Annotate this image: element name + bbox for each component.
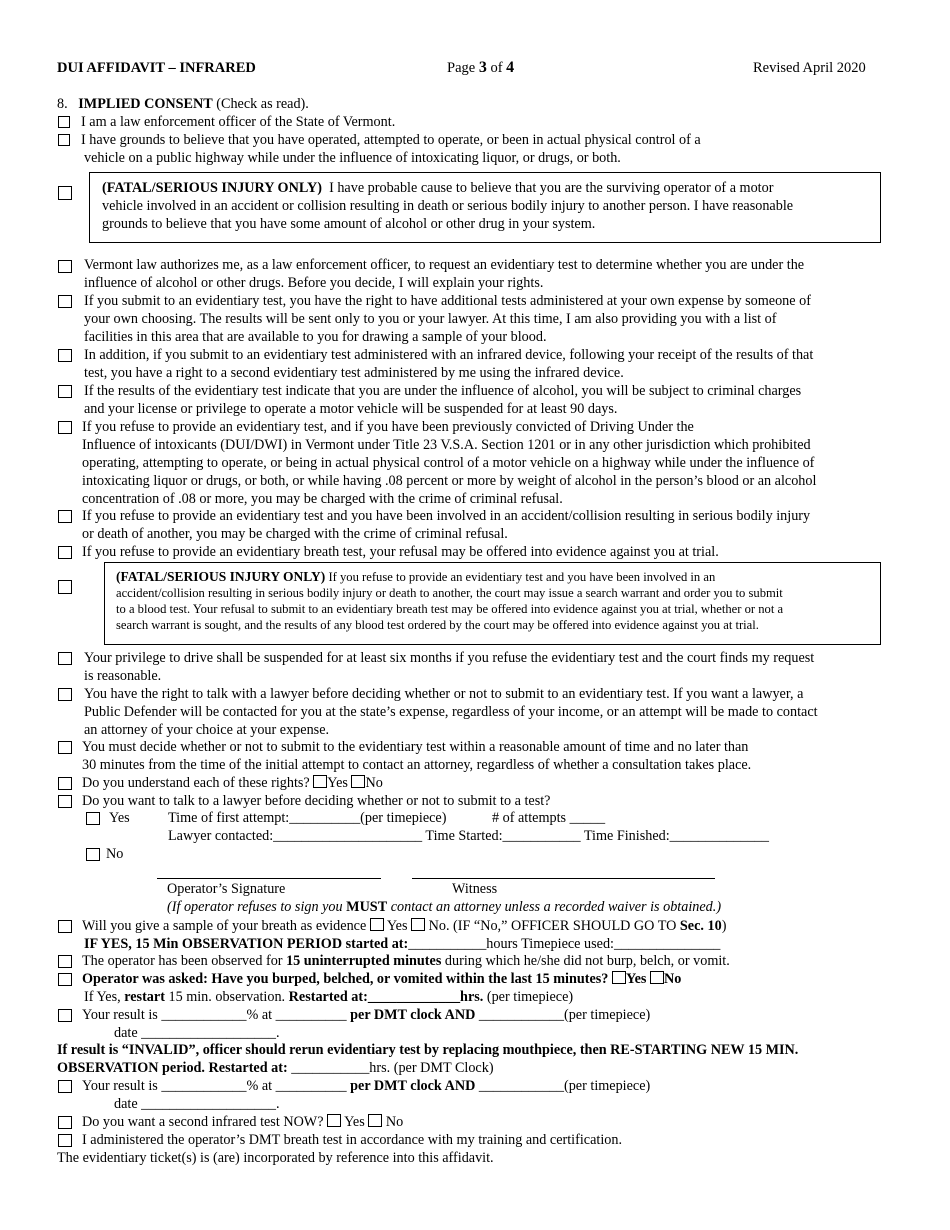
submit-line-2: your own choosing. The results will be sent only to you or your lawyer. At this time, I am also providing you with a list of [84, 311, 777, 327]
lawyer-contacted-line: Lawyer contacted:_____________________ Time Started:___________ Time Finished:______________ [168, 828, 769, 844]
restart-observation-line: If Yes, restart 15 min. observation. Restarted at:_____________hrs. (per timepiece) [84, 989, 574, 1005]
grounds-line-2: vehicle on a public highway while under the influence of intoxicating liquor, or drugs, or both. [84, 150, 621, 166]
document-title: DUI AFFIDAVIT – INFRARED [57, 60, 256, 76]
result-2-line: Your result is ____________% at __________ per DMT clock AND ____________(per timepiece) [82, 1078, 651, 1094]
refuse-previous-line-2: Influence of intoxicants (DUI/DWI) in Vermont under Title 23 V.S.A. Section 1201 or in any other jurisdiction which prohibited [82, 437, 811, 453]
observed-statement: The operator has been observed for 15 uninterrupted minutes during which he/she did not burp, belch, or vomit. [82, 953, 730, 969]
infrared-line-1: In addition, if you submit to an evidentiary test administered with an infrared device, following your receipt of the results of that [84, 347, 814, 363]
talk-lawyer-checkbox[interactable] [58, 795, 72, 808]
result-2-checkbox[interactable] [58, 1080, 72, 1093]
witness-signature-line[interactable] [412, 878, 715, 879]
officer-checkbox[interactable] [58, 116, 70, 128]
talk-lawyer-yes-checkbox[interactable] [86, 812, 100, 825]
privilege-checkbox[interactable] [58, 652, 72, 665]
result-1-line: Your result is ____________% at __________ per DMT clock AND ____________(per timepiece) [82, 1007, 651, 1023]
lawyer-right-line-3: an attorney of your choice at your expense. [84, 722, 330, 738]
submit-line-1: If you submit to an evidentiary test, you have the right to have additional tests administered at your own expense by someone of [84, 293, 811, 309]
asked-yes-checkbox[interactable] [612, 971, 626, 984]
law-line-2: influence of alcohol or other drugs. Before you decide, I will explain your rights. [84, 275, 544, 291]
breath-no-checkbox[interactable] [411, 918, 425, 931]
revised-date: Revised April 2020 [753, 60, 866, 76]
talk-lawyer-question: Do you want to talk to a lawyer before deciding whether or not to submit to a test? [82, 793, 551, 809]
fatal-injury-2-line-2: accident/collision resulting in serious bodily injury or death to another, the court may issue a search warrant and order you to submit [116, 586, 783, 600]
grounds-checkbox[interactable] [58, 134, 70, 146]
tickets-statement: The evidentiary ticket(s) is (are) incorporated by reference into this affidavit. [57, 1150, 494, 1166]
result-2-date: date ___________________. [114, 1096, 280, 1112]
asked-checkbox[interactable] [58, 973, 72, 986]
breath-sample-question: Will you give a sample of your breath as evidence Yes No. (IF “No,” OFFICER SHOULD GO TO Sec. 10) [82, 918, 727, 934]
lawyer-right-line-1: You have the right to talk with a lawyer before deciding whether or not to submit to an evidentiary test. If you want a lawyer, a [84, 686, 804, 702]
fatal-injury-2-line-4: search warrant is sought, and the results of any blood test ordered by the court may be offered into evidence against you at trial. [116, 618, 759, 632]
section-heading: 8. IMPLIED CONSENT (Check as read). [57, 96, 309, 112]
second-test-checkbox[interactable] [58, 1116, 72, 1129]
fatal-injury-1-checkbox[interactable] [58, 186, 72, 200]
law-line-1: Vermont law authorizes me, as a law enforcement officer, to request an evidentiary test to determine whether you are under the [84, 257, 805, 273]
talk-lawyer-no-checkbox[interactable] [86, 848, 100, 861]
fatal-injury-2-line-3: to a blood test. Your refusal to submit to an evidentiary breath test may be offered into evidence against you at trial, whether or not a [116, 602, 784, 616]
operator-signature-line[interactable] [157, 878, 381, 879]
law-checkbox[interactable] [58, 260, 72, 273]
results-checkbox[interactable] [58, 385, 72, 398]
lawyer-right-line-2: Public Defender will be contacted for you at the state’s expense, regardless of your income, or an attempt will be made to contact [84, 704, 818, 720]
fatal-injury-2-line-1: (FATAL/SERIOUS INJURY ONLY) If you refuse to provide an evidentiary test and you have been involved in an [116, 569, 716, 584]
lawyer-right-checkbox[interactable] [58, 688, 72, 701]
refuse-accident-line-1: If you refuse to provide an evidentiary test and you have been involved in an accident/collision resulting in serious bodily injury [82, 508, 811, 524]
understand-no-checkbox[interactable] [351, 775, 365, 788]
understand-checkbox[interactable] [58, 777, 72, 790]
fatal-injury-2-checkbox[interactable] [58, 580, 72, 594]
result-1-date: date ___________________. [114, 1025, 280, 1041]
grounds-line-1: I have grounds to believe that you have operated, attempted to operate, or been in actual physical control of a [81, 132, 701, 148]
refuse-to-sign-note: (If operator refuses to sign you MUST contact an attorney unless a recorded waiver is obtained.) [167, 899, 722, 915]
understand-yes-checkbox[interactable] [313, 775, 327, 788]
second-test-no-checkbox[interactable] [368, 1114, 382, 1127]
breath-yes-checkbox[interactable] [370, 918, 384, 931]
fatal-injury-1-line-3: grounds to believe that you have some amount of alcohol or other drug in your system. [102, 216, 596, 232]
submit-checkbox[interactable] [58, 295, 72, 308]
time-first-attempt: Time of first attempt:__________(per timepiece) [168, 810, 447, 826]
officer-statement: I am a law enforcement officer of the State of Vermont. [81, 114, 396, 130]
decide-checkbox[interactable] [58, 741, 72, 754]
refuse-accident-checkbox[interactable] [58, 510, 72, 523]
results-line-2: and your license or privilege to operate a motor vehicle will be suspended for at least 90 days. [84, 401, 618, 417]
asked-question: Operator was asked: Have you burped, belched, or vomited within the last 15 minutes? Yes No [82, 971, 682, 987]
invalid-instruction-line-1: If result is “INVALID”, officer should rerun evidentiary test by replacing mouthpiece, then RE-STARTING NEW 15 MIN. [57, 1042, 799, 1058]
talk-lawyer-no-label: No [106, 846, 124, 862]
fatal-injury-1-line-1: (FATAL/SERIOUS INJURY ONLY) I have probable cause to believe that you are the surviving operator of a motor [102, 180, 774, 196]
observed-checkbox[interactable] [58, 955, 72, 968]
invalid-instruction-line-2: OBSERVATION period. Restarted at: ___________hrs. (per DMT Clock) [57, 1060, 494, 1076]
privilege-line-1: Your privilege to drive shall be suspended for at least six months if you refuse the evidentiary test and the court finds my request [84, 650, 815, 666]
fatal-injury-1-line-2: vehicle involved in an accident or collision resulting in death or serious bodily injury to another person. I have reasonable [102, 198, 794, 214]
witness-label: Witness [452, 881, 498, 897]
asked-no-checkbox[interactable] [650, 971, 664, 984]
privilege-line-2: is reasonable. [84, 668, 162, 684]
operator-signature-label: Operator’s Signature [167, 881, 286, 897]
second-test-question: Do you want a second infrared test NOW? Yes No [82, 1114, 404, 1130]
page-number: Page 3 of 4 [447, 59, 515, 76]
second-test-yes-checkbox[interactable] [327, 1114, 341, 1127]
refuse-breath-statement: If you refuse to provide an evidentiary breath test, your refusal may be offered into evidence against you at trial. [82, 544, 719, 560]
results-line-1: If the results of the evidentiary test indicate that you are under the influence of alcohol, you will be subject to criminal charges [84, 383, 802, 399]
refuse-previous-line-5: concentration of .08 or more, you may be charged with the crime of criminal refusal. [82, 491, 563, 507]
decide-line-2: 30 minutes from the time of the initial attempt to contact an attorney, regardless of whether a consultation takes place. [82, 757, 752, 773]
infrared-line-2: test, you have a right to a second evidentiary test administered by me using the infrared device. [84, 365, 624, 381]
result-1-checkbox[interactable] [58, 1009, 72, 1022]
refuse-previous-line-3: operating, attempting to operate, or being in actual physical control of a motor vehicle on a highway while under the influence of [82, 455, 815, 471]
infrared-checkbox[interactable] [58, 349, 72, 362]
refuse-accident-line-2: or death of another, you may be charged with the crime of criminal refusal. [82, 526, 508, 542]
refuse-breath-checkbox[interactable] [58, 546, 72, 559]
talk-lawyer-yes-label: Yes [109, 810, 130, 826]
understand-question: Do you understand each of these rights? Yes No [82, 775, 383, 791]
refuse-previous-checkbox[interactable] [58, 421, 72, 434]
refuse-previous-line-4: intoxicating liquor or drugs, or both, or while having .08 percent or more by weight of alcohol in the person’s blood or an alcohol [82, 473, 817, 489]
administered-statement: I administered the operator’s DMT breath test in accordance with my training and certification. [82, 1132, 622, 1148]
administered-checkbox[interactable] [58, 1134, 72, 1147]
number-of-attempts: # of attempts _____ [492, 810, 606, 826]
breath-sample-checkbox[interactable] [58, 920, 72, 933]
decide-line-1: You must decide whether or not to submit to the evidentiary test within a reasonable amount of time and no later than [82, 739, 749, 755]
observation-started-line: IF YES, 15 Min OBSERVATION PERIOD started at:___________hours Timepiece used:_______________ [84, 936, 721, 952]
refuse-previous-line-1: If you refuse to provide an evidentiary test, and if you have been previously convicted of Driving Under the [82, 419, 694, 435]
submit-line-3: facilities in this area that are available to you for drawing a sample of your blood. [84, 329, 547, 345]
